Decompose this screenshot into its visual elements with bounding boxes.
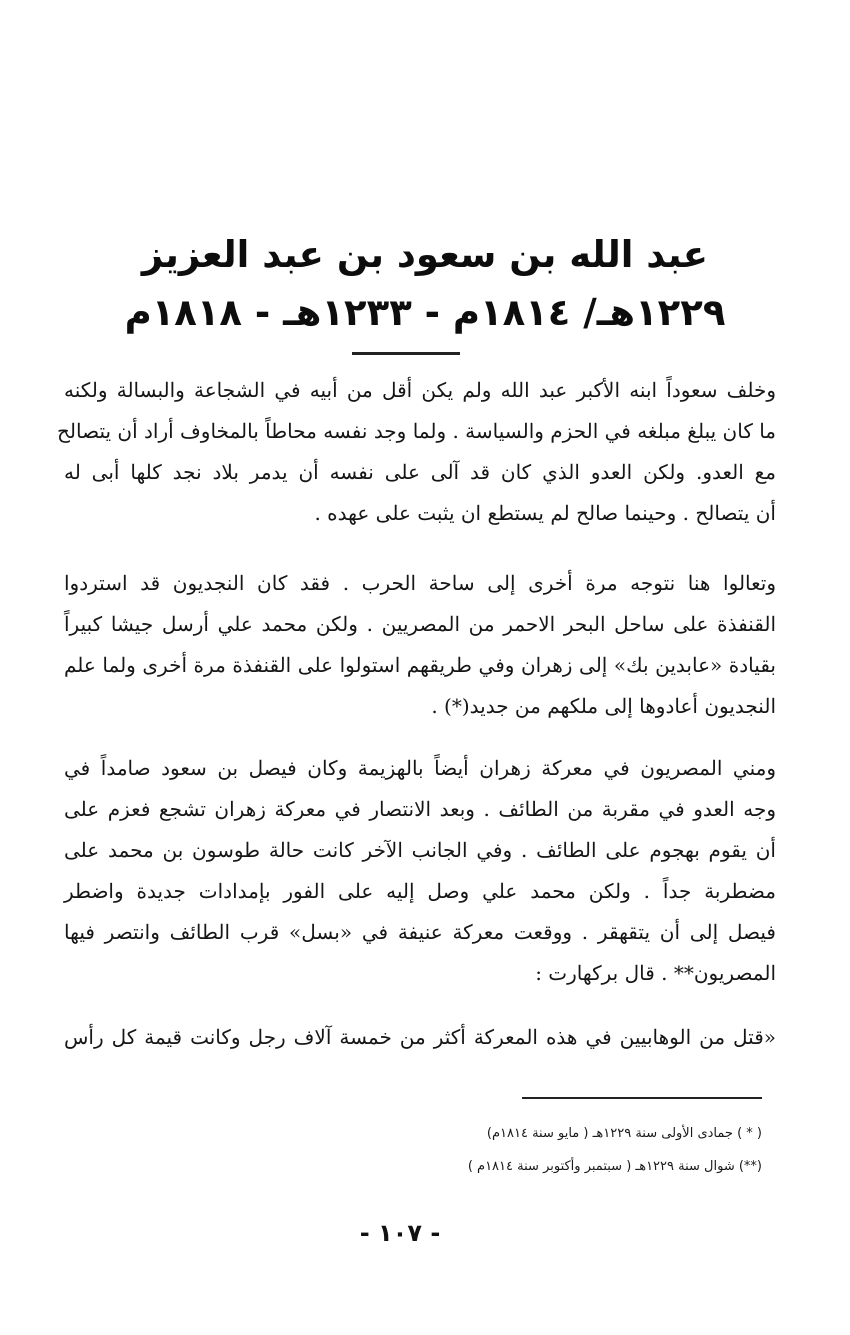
text-line: ما كان يبلغ مبلغه في الحزم والسياسة . ولما وجد نفسه محاطاً بالمخاوف أراد أن يتصالح	[57, 419, 776, 443]
text-line: بقيادة «عابدين بك» إلى زهران وفي طريقهم استولوا على القنفذة مرة أخرى ولما علم	[64, 653, 776, 677]
footnote-2: (**) شوال سنة ١٢٢٩هـ ( سبتمبر وأكتوبر سنة ١٨١٤م )	[467, 1159, 762, 1174]
chapter-title: عبد الله بن سعود بن عبد العزيز	[141, 233, 709, 276]
text-line: أن يقوم بهجوم على الطائف . وفي الجانب الآخر كانت حالة طوسون بن محمد على	[64, 838, 776, 862]
paragraph-4	[64, 1017, 776, 1058]
footnote-divider	[522, 1097, 762, 1099]
paragraph-1	[57, 370, 776, 534]
text-line: القنفذة على ساحل البحر الاحمر من المصريين . ولكن محمد علي أرسل جيشا كبيراً	[64, 612, 776, 636]
text-line: أن يتصالح . وحينما صالح لم يستطع ان يثبت على عهده .	[314, 501, 776, 525]
page-number: - ١٠٧ -	[359, 1219, 441, 1247]
paragraph-2	[64, 563, 776, 727]
title-divider	[352, 352, 460, 355]
text-line: مع العدو. ولكن العدو الذي كان قد آلى على نفسه أن يدمر بلاد نجد كلها أبى له	[64, 460, 776, 484]
chapter-title-dates: ١٢٢٩هـ/ ١٨١٤م - ١٢٣٣هـ - ١٨١٨م	[124, 291, 726, 334]
text-line: «قتل من الوهابيين في هذه المعركة أكثر من خمسة آلاف رجل وكانت قيمة كل رأس	[64, 1025, 776, 1049]
text-line: المصريون** . قال بركهارت :	[535, 961, 776, 985]
text-line: النجديون أعادوها إلى ملكهم من جديد(*) .	[431, 694, 776, 718]
text-line: ومني المصريون في معركة زهران أيضاً بالهزيمة وكان فيصل بن سعود صامداً في	[64, 756, 776, 780]
footnote-1: ( * ) جمادى الأولى سنة ١٢٢٩هـ ( مايو سنة ١٨١٤م)	[486, 1126, 762, 1141]
text-line: وجه العدو في مقربة من الطائف . وبعد الانتصار في معركة زهران تشجع فعزم على	[64, 797, 776, 821]
text-line: مضطربة جداً . ولكن محمد علي وصل إليه على الفور بإمدادات جديدة واضطر	[64, 879, 776, 903]
text-line: وخلف سعوداً ابنه الأكبر عبد الله ولم يكن أقل من أبيه في الشجاعة والبسالة ولكنه	[64, 378, 776, 402]
paragraph-3	[64, 748, 776, 994]
text-line: فيصل إلى أن يتقهقر . ووقعت معركة عنيفة في «بسل» قرب الطائف وانتصر فيها	[64, 920, 776, 944]
text-line: وتعالوا هنا نتوجه مرة أخرى إلى ساحة الحرب . فقد كان النجديون قد استردوا	[64, 571, 776, 595]
